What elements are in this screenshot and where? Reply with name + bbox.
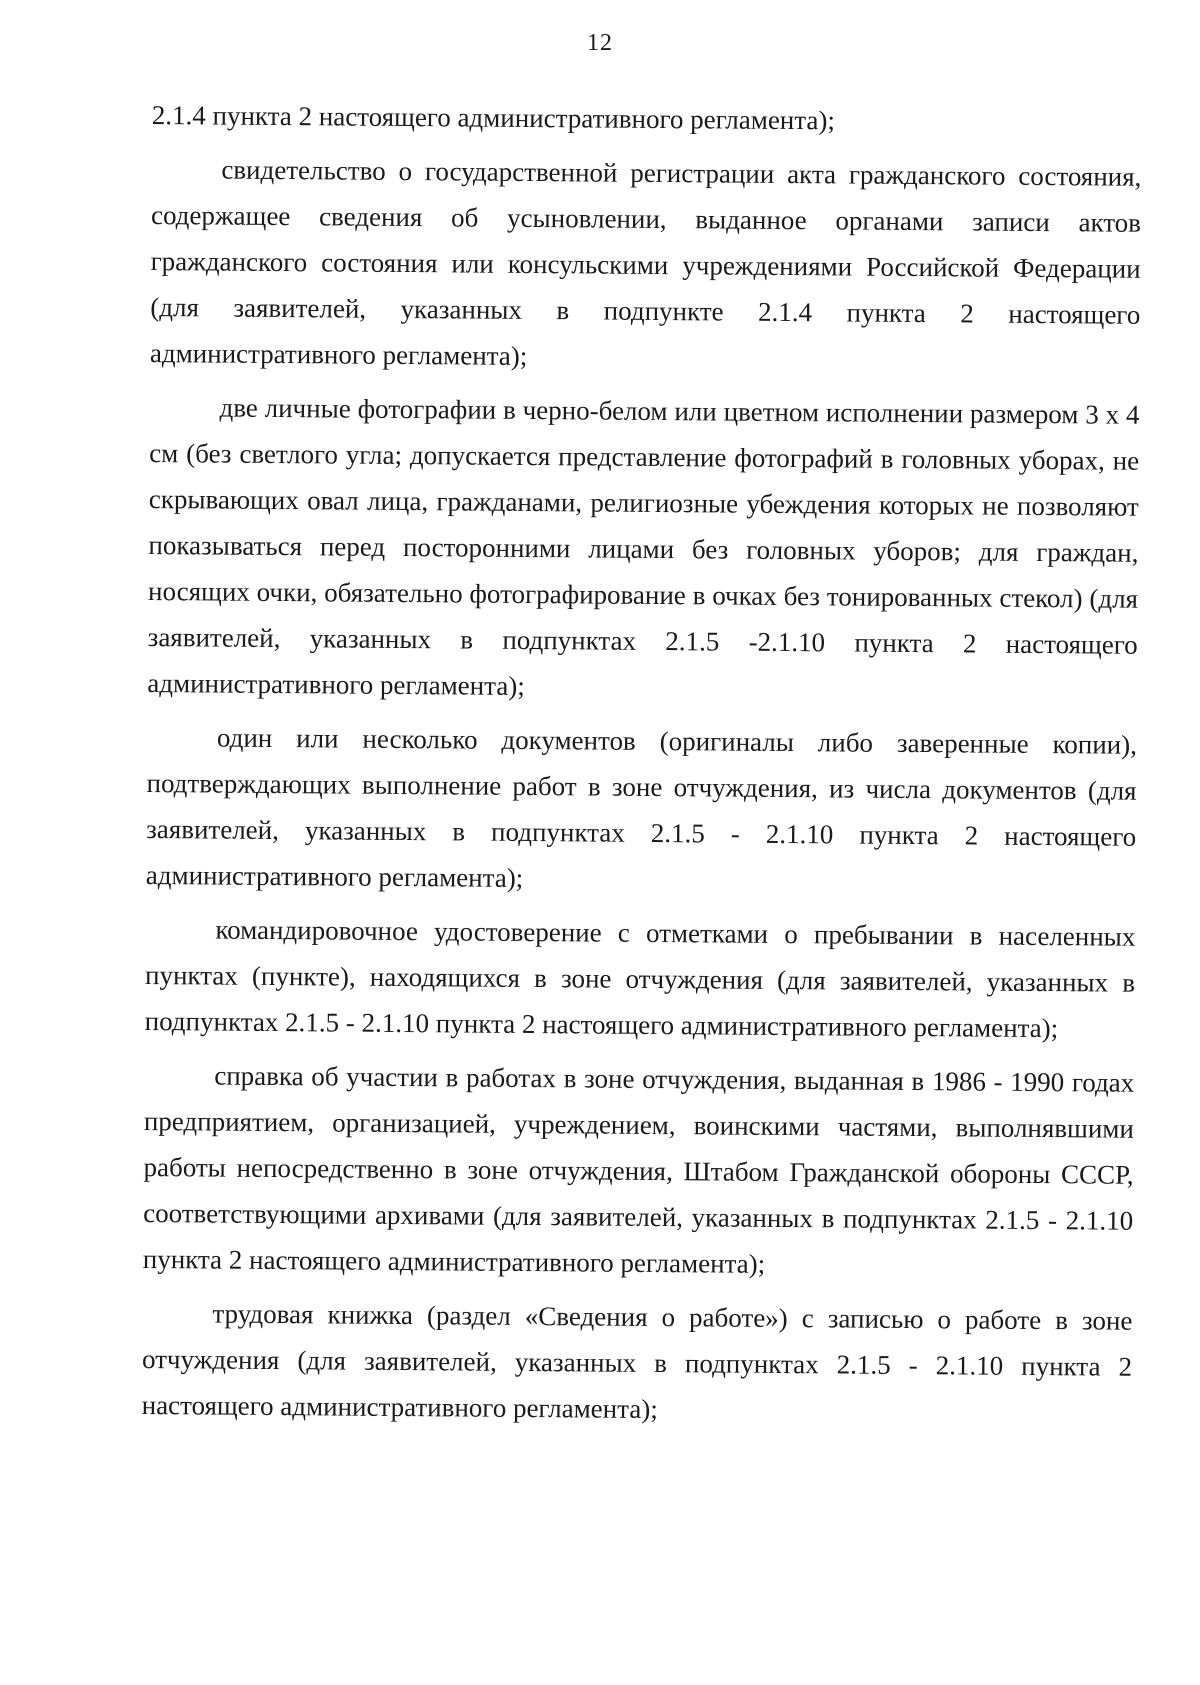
paragraph-work-documents: один или несколько документов (оригиналы либо заверенные копии), подтверждающих выполнение работ в зоне отчуждения, из числа документов (для заявителей, указанных в подпунктах 2.1.5 - 2.1.10 пункта 2 настоящего административного регламента); [145,722,1138,893]
paragraph-travel-certificate: командировочное удостоверение с отметками о пребывании в населенных пунктах (пункте), находящихся в зоне отчуждения (для заявителей, указанных в подпунктах 2.1.5 - 2.1.10 пункта 2 настоящего административного регламента); [144,914,1136,1044]
page-number: 12 [587,30,613,56]
paragraph-employment-record: трудовая книжка (раздел «Сведения о работе») с записью о работе в зоне отчуждения (для заявителей, указанных в подпунктах 2.1.5 - 2.1.10 пункта 2 настоящего административного регламента); [141,1298,1133,1425]
paragraph-participation-reference: справка об участии в работах в зоне отчуждения, выданная в 1986 - 1990 годах предприятием, организацией, учреждением, воинскими частями, выполнявшими работы непосредственно в зоне отчуждения, Штабом Гражданской обороны СССР, соответствующими архивами (для заявителей, указанных в подпунктах 2.1.5 - 2.1.10 пункта 2 настоящего административного регламента); [142,1060,1135,1279]
document-body [141,92,1142,1444]
paragraph-photographs: две личные фотографии в черно-белом или цветном исполнении размером 3 х 4 см (без светлого угла; допускается представление фотографий в головных уборах, не скрывающих овал лица, гражданами, религиозные убеждения которых не позволяют показываться перед посторонними лицами без головных уборов; для граждан, носящих очки, обязательно фотографирование в очках без тонированных стекол) (для заявителей, указанных в подпунктах 2.1.5 -2.1.10 пункта 2 настоящего административного регламента); [147,392,1140,701]
paragraph-birth-certificate: свидетельство о государственной регистрации акта гражданского состояния, содержащее сведения об усыновлении, выданное органами записи актов гражданского состояния или консульскими учреждениями Российской Федерации (для заявителей, указанных в подпункте 2.1.4 пункта 2 настоящего административного регламента); [149,154,1142,371]
continuation-text: 2.1.4 пункта 2 настоящего административного регламента); [151,99,836,136]
